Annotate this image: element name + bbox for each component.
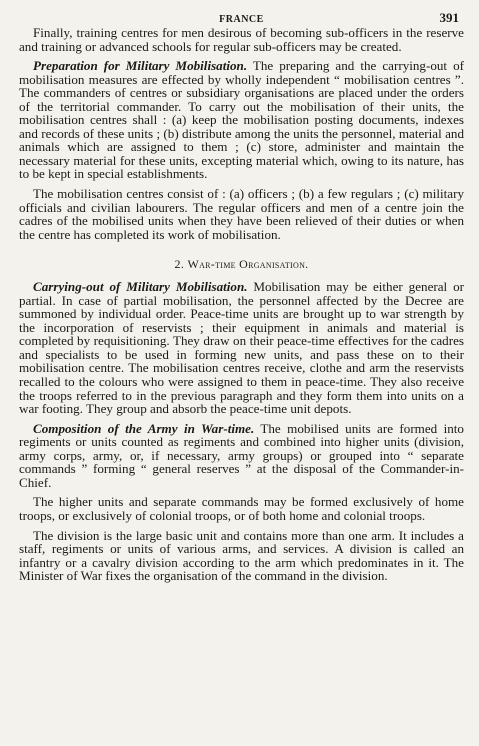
paragraph-army-composition — [19, 422, 464, 490]
paragraph-text: The mobilised units are formed into regiments or units counted as regiments and combined into higher units (division, army corps, army, or, if necessary, army groups) or grouped into “ separate commands ” forming “ general reserves ” at the disposal of the Commander-in-Chief. — [19, 420, 464, 490]
paragraph-preparation-mobilisation — [19, 59, 464, 181]
paragraph-text: The division is the large basic unit and contains more than one arm. It includes a staff, regiments or units of various arms, and services. A division is called an infantry or a cavalry division according to the arm which predominates in it. The Minister of War fixes the organisation of the command in the division. — [19, 527, 464, 584]
paragraph-text: Finally, training centres for men desirous of becoming sub-officers in the reserve and training or advanced schools for regular sub-officers may be created. — [19, 25, 464, 54]
paragraph-lead: Composition of the Army in War-time. — [33, 420, 255, 436]
section-title: War-time Organisation. — [187, 257, 309, 272]
paragraph-text: The higher units and separate commands may be formed exclusively of home troops, or exclusively of colonial troops, or of both home and colonial troops. — [19, 494, 464, 523]
running-head: FRANCE — [219, 14, 264, 25]
paragraph-division — [19, 529, 464, 583]
paragraph-carrying-out-mobilisation — [19, 280, 464, 415]
paragraph-text: The preparing and the carrying-out of mobilisation measures are effected by wholly independent “ mobilisation centres ”. The commanders of centres or subsidiary organisations are placed under the orders of the territorial commander. To carry out the mobilisation of their units, the mobilisation centres shall : (a) keep the mobilisation posting documents, indexes and records of these units ; (b) distribute among the units the personnel, material and animals which are assigned to them ; (c) store, administer and maintain the necessary material for these units, excepting material which, owing to its nature, has to be kept in special establishments. — [19, 58, 464, 182]
paragraph-lead: Carrying-out of Military Mobilisation. — [33, 279, 248, 295]
section-heading — [19, 257, 464, 272]
paragraph-text: The mobilisation centres consist of : (a) officers ; (b) a few regulars ; (c) military officials and civilian labourers. The regular officers and men of a centre join the cadres of the mobilised units when they have been relieved of their duties or when the centre has completed its work of mobilisation. — [19, 186, 464, 242]
paragraph-lead: Preparation for Military Mobilisation. — [33, 58, 248, 74]
paragraph-higher-units — [19, 495, 464, 522]
page-header — [19, 8, 464, 26]
paragraph-training-centres — [19, 26, 464, 53]
page-number: 391 — [439, 10, 459, 25]
section-number: 2. — [174, 257, 185, 272]
paragraph-mobilisation-centres — [19, 187, 464, 241]
paragraph-text: Mobilisation may be either general or partial. In case of partial mobilisation, the personnel affected by the Decree are summoned by individual order. Peace-time units are brought up to war strength by the incorporation of reservists ; their equipment in animals and material is completed by requisitioning. They draw on their peace-time effectives for the cadres and specialists to be used in forming new units, and pass these on to their mobilisation centre. The mobilisation centres receive, clothe and arm the reservists recalled to the colours who were assigned to them in peace-time. They also receive the troops referred to in the previous paragraph and they form them into units on a war footing. They group and absorb the peace-time unit depots. — [19, 279, 464, 417]
